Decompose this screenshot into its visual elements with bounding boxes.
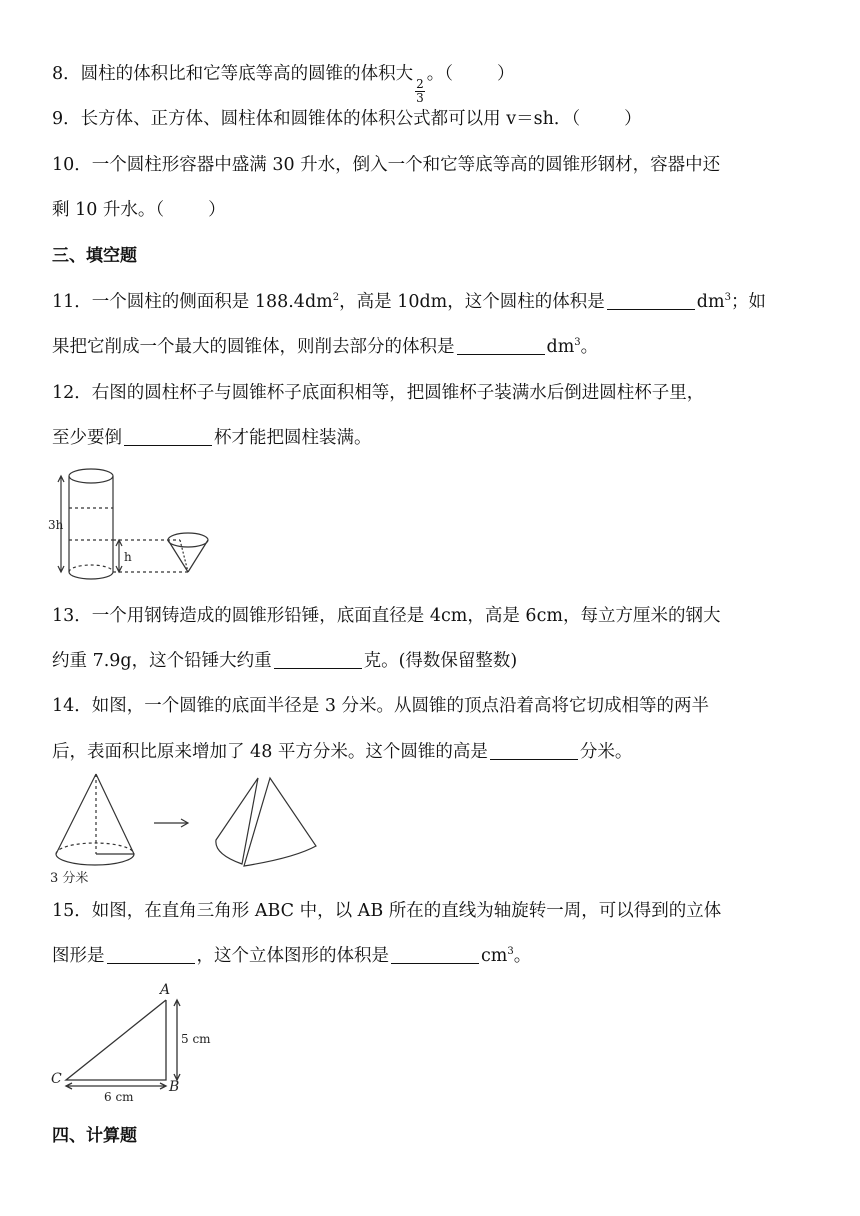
question-text: 。 [513, 946, 532, 966]
question-text: 右图的圆柱杯子与圆锥杯子底面积相等，把圆锥杯子装满水后倒进圆柱杯子里， [91, 383, 705, 403]
question-text: 分米。 [579, 742, 633, 762]
question-15-line2 [52, 944, 812, 968]
close-paren: ） [497, 64, 515, 84]
cylinder-cone-figure [48, 462, 218, 582]
close-paren: ） [208, 200, 226, 220]
question-text: 长方体、正方体、圆柱体和圆锥体的体积公式都可以用 v＝sh．（ [80, 109, 581, 129]
question-text: 一个圆柱形容器中盛满 30 升水，倒入一个和它等底等高的圆锥形钢材，容器中还 [91, 155, 721, 175]
unit: dm [696, 292, 725, 312]
question-9 [52, 107, 812, 131]
question-text: 约重 7.9g，这个铅锤大约重 [52, 651, 272, 671]
label-h: h [124, 550, 132, 564]
question-text: 如图，在直角三角形 ABC 中，以 AB 所在的直线为轴旋转一周，可以得到的立体 [91, 901, 722, 921]
question-number: 14． [52, 696, 92, 716]
question-11-line2 [52, 335, 812, 359]
question-text-end: 。（ [426, 64, 454, 84]
fraction [415, 78, 425, 105]
radius-label: 3 分米 [50, 871, 89, 886]
unit: cm [481, 946, 508, 966]
question-text: 圆柱的体积比和它等底等高的圆锥的体积大 [80, 64, 414, 84]
answer-blank[interactable] [124, 427, 212, 446]
question-number: 8． [52, 64, 81, 84]
question-13 [52, 604, 812, 628]
question-text: 剩 10 升水。（ [52, 200, 165, 220]
answer-blank[interactable] [274, 650, 362, 669]
question-text: 至少要倒 [52, 428, 122, 448]
unit: dm [546, 337, 575, 357]
question-text: ，这个立体图形的体积是 [196, 946, 389, 966]
question-text: 。 [580, 337, 599, 357]
side-bc-length-label: 6 cm [104, 1090, 134, 1104]
answer-blank[interactable] [457, 336, 545, 355]
question-10-line2 [52, 198, 812, 222]
superscript: 3 [574, 337, 581, 348]
question-text: 一个圆柱的侧面积是 188.4dm [91, 292, 333, 312]
question-13-line2 [52, 649, 812, 673]
cone-cut-figure [48, 770, 338, 890]
question-text: 杯才能把圆柱装满。 [214, 428, 372, 448]
superscript: 3 [724, 292, 731, 303]
question-text: 果把它削成一个最大的圆锥体，则削去部分的体积是 [52, 337, 455, 357]
question-number: 12． [52, 383, 92, 403]
answer-blank[interactable] [607, 291, 695, 310]
vertex-c-label: C [51, 1071, 62, 1087]
superscript: 3 [507, 946, 514, 957]
question-12 [52, 381, 812, 405]
question-text: 一个用钢铸造成的圆锥形铅锤，底面直径是 4cm，高是 6cm，每立方厘米的钢大 [91, 606, 721, 626]
superscript: 2 [332, 292, 340, 303]
question-number: 15． [52, 901, 92, 921]
question-number: 10． [52, 155, 92, 175]
question-10 [52, 153, 812, 177]
section-heading: 三、填空题 [52, 246, 137, 266]
question-15 [52, 899, 812, 923]
question-number: 9． [52, 109, 81, 129]
vertex-b-label: B [169, 1079, 180, 1095]
question-text: 如图，一个圆锥的底面半径是 3 分米。从圆锥的顶点沿着高将它切成相等的两半 [91, 696, 710, 716]
question-8 [52, 62, 812, 105]
triangle-abc-figure [48, 980, 228, 1106]
question-text: ；如 [730, 292, 766, 312]
question-12-line2 [52, 426, 812, 450]
question-11 [52, 290, 812, 314]
question-number: 11． [52, 292, 92, 312]
fraction-numerator: 2 [416, 77, 424, 91]
fraction-denominator: 3 [416, 91, 424, 105]
question-text: 后，表面积比原来增加了 48 平方分米。这个圆锥的高是 [52, 742, 488, 762]
answer-blank[interactable] [490, 741, 578, 760]
question-14 [52, 694, 812, 718]
label-3h: 3h [48, 518, 64, 532]
question-number: 13． [52, 606, 92, 626]
answer-blank[interactable] [391, 945, 479, 964]
question-text: 克。(得数保留整数) [363, 651, 518, 671]
vertex-a-label: A [160, 982, 171, 998]
answer-blank[interactable] [107, 945, 195, 964]
close-paren: ） [624, 109, 642, 129]
section-heading: 四、计算题 [52, 1126, 137, 1146]
question-text: 图形是 [52, 946, 105, 966]
question-14-line2 [52, 740, 812, 764]
side-ab-length-label: 5 cm [181, 1032, 211, 1046]
question-text: ，高是 10dm，这个圆柱的体积是 [339, 292, 605, 312]
